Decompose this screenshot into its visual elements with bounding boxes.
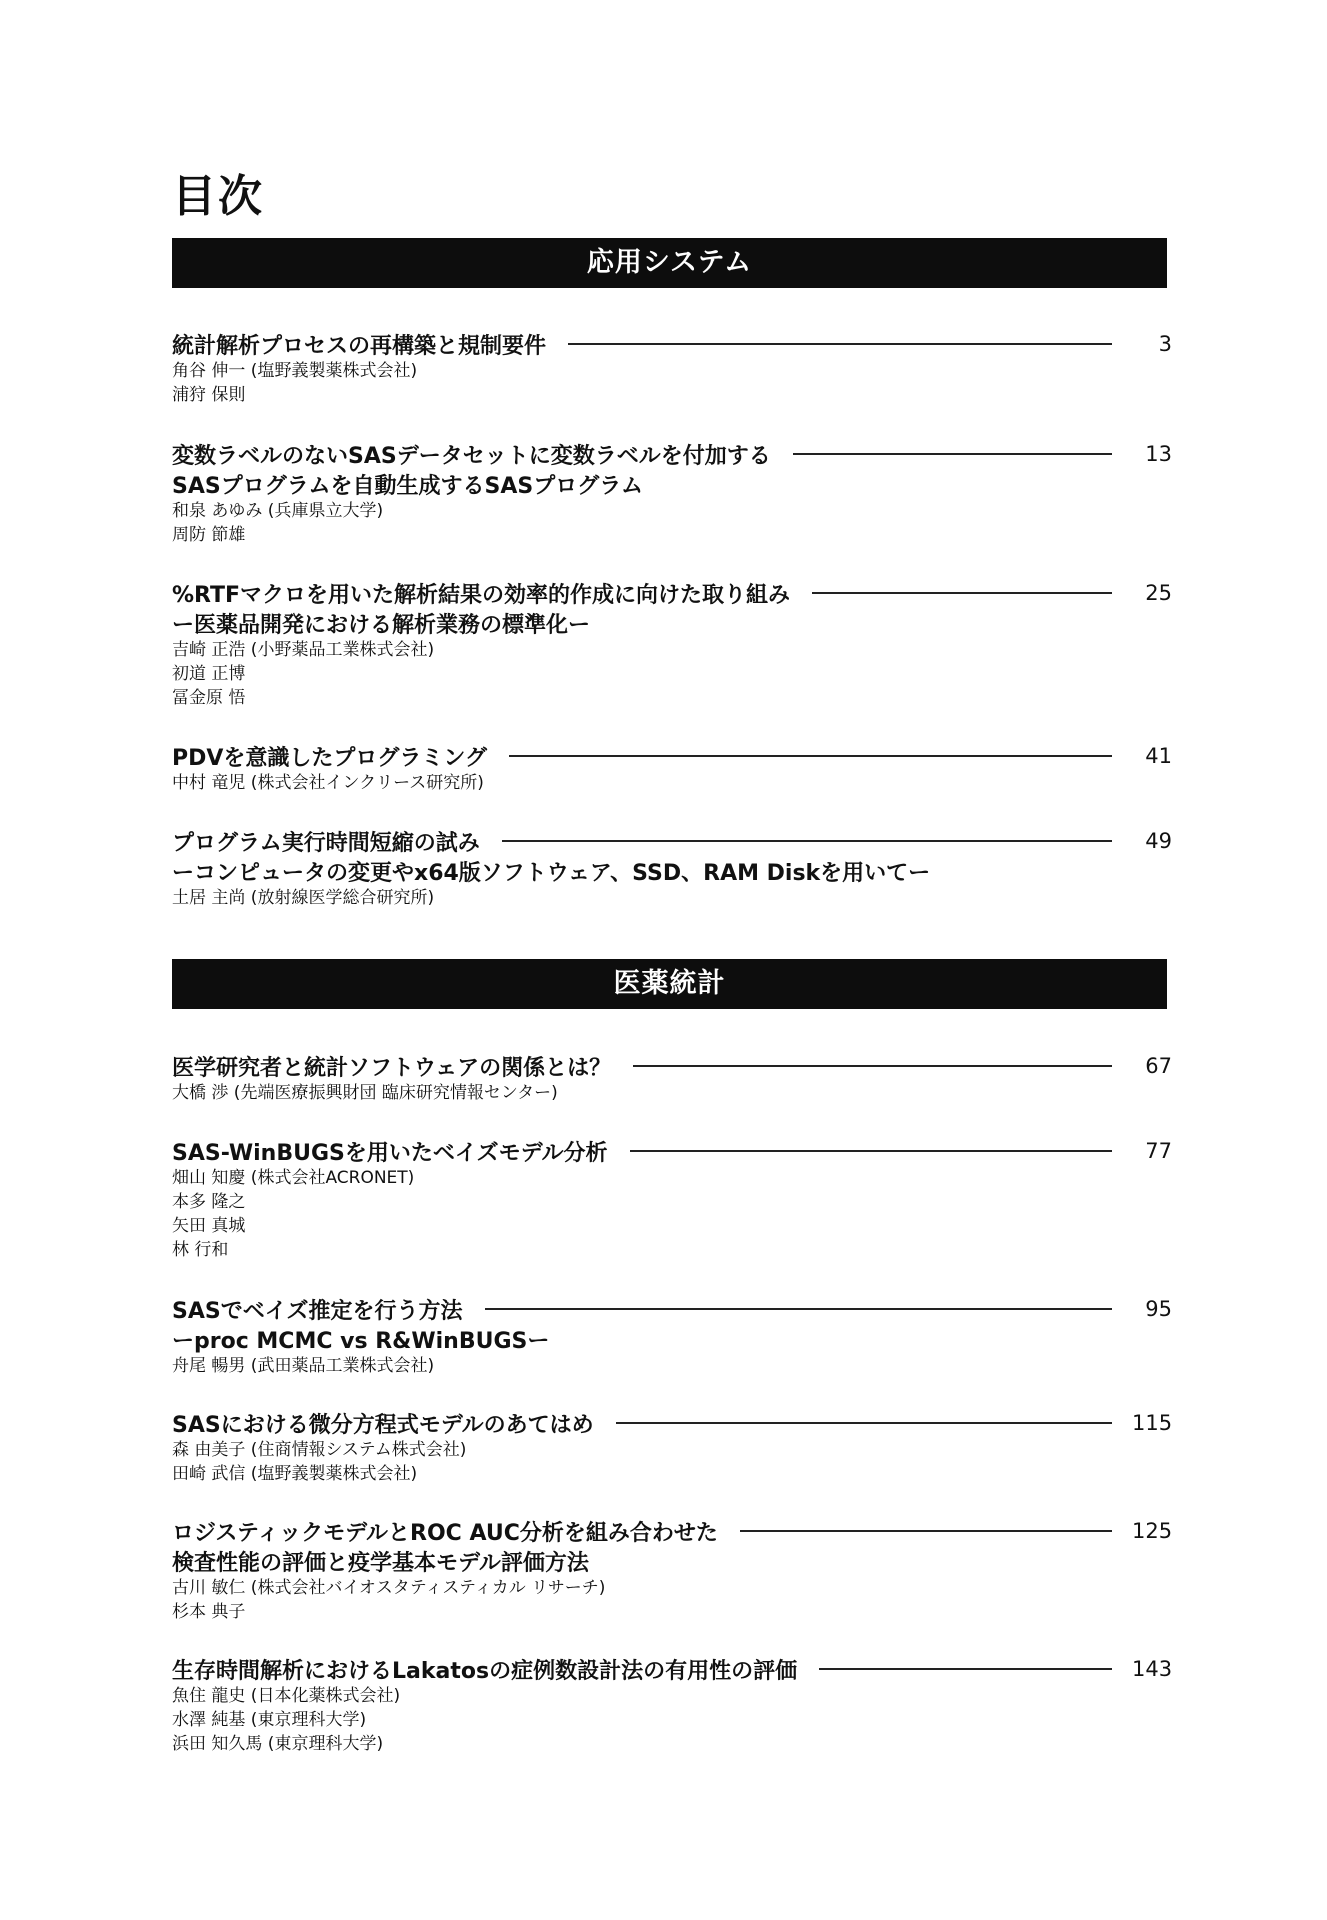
page-number: 41 <box>1145 744 1172 768</box>
entry-author: 魚住 龍史 (日本化薬株式会社) <box>172 1686 401 1706</box>
entry-title: 変数ラベルのないSASデータセットに変数ラベルを付加する <box>172 443 771 469</box>
entry-author: 土居 主尚 (放射線医学総合研究所) <box>172 888 435 908</box>
page-number: 77 <box>1145 1139 1172 1163</box>
toc-entry[interactable] <box>172 1294 1172 1378</box>
page-number: 25 <box>1145 581 1172 605</box>
entry-title: SASでベイズ推定を行う方法 <box>172 1298 463 1324</box>
entry-author: 大橋 渉 (先端医療振興財団 臨床研究情報センター) <box>172 1083 558 1103</box>
toc-entry[interactable] <box>172 826 1172 910</box>
page-number: 49 <box>1145 829 1172 853</box>
entry-author: 和泉 あゆみ (兵庫県立大学) <box>172 501 384 521</box>
toc-entry[interactable] <box>172 1051 1172 1105</box>
entry-title: 医学研究者と統計ソフトウェアの関係とは？ <box>172 1055 612 1081</box>
entry-author: 水澤 純基 (東京理科大学) <box>172 1710 367 1730</box>
entry-author: 浦狩 保則 <box>172 385 246 405</box>
toc-entry[interactable] <box>172 1408 1172 1486</box>
toc-entry[interactable] <box>172 578 1172 710</box>
entry-title: プログラム実行時間短縮の試み <box>172 830 480 856</box>
toc-entry[interactable] <box>172 1516 1172 1624</box>
page-number: 13 <box>1145 442 1172 466</box>
dot-leader <box>616 1422 1112 1424</box>
entry-author: 浜田 知久馬 (東京理科大学) <box>172 1734 384 1754</box>
entry-subtitle: ーコンピュータの変更やx64版ソフトウェア、SSD、RAM Diskを用いてー <box>172 860 931 886</box>
dot-leader <box>485 1308 1113 1310</box>
entry-author: 本多 隆之 <box>172 1192 246 1212</box>
entry-subtitle: 検査性能の評価と疫学基本モデル評価方法 <box>172 1550 589 1576</box>
toc-entry[interactable] <box>172 439 1172 547</box>
page-number: 143 <box>1132 1657 1173 1681</box>
toc-entry[interactable] <box>172 741 1172 795</box>
entry-author: 矢田 真城 <box>172 1216 246 1236</box>
dot-leader <box>819 1668 1112 1670</box>
entry-title: ロジスティックモデルとROC AUC分析を組み合わせた <box>172 1520 718 1546</box>
page-number: 115 <box>1132 1411 1173 1435</box>
entry-author: 冨金原 悟 <box>172 688 246 708</box>
entry-title: %RTFマクロを用いた解析結果の効率的作成に向けた取り組み <box>172 582 791 608</box>
entry-author: 畑山 知慶 (株式会社ACRONET) <box>172 1168 415 1188</box>
section-heading-medical-statistics: 医薬統計 <box>172 959 1167 1009</box>
entry-author: 舟尾 暢男 (武田薬品工業株式会社) <box>172 1356 435 1376</box>
entry-title: SASにおける微分方程式モデルのあてはめ <box>172 1412 594 1438</box>
page-number: 3 <box>1158 332 1172 356</box>
entry-subtitle: ーproc MCMC vs R&WinBUGSー <box>172 1328 550 1354</box>
entry-author: 角谷 伸一 (塩野義製薬株式会社) <box>172 361 418 381</box>
entry-author: 吉崎 正浩 (小野薬品工業株式会社) <box>172 640 435 660</box>
entry-author: 初道 正博 <box>172 664 246 684</box>
section-heading-applied-systems: 応用システム <box>172 238 1167 288</box>
dot-leader <box>740 1530 1112 1532</box>
toc-entry[interactable] <box>172 1136 1172 1262</box>
entry-author: 周防 節雄 <box>172 525 246 545</box>
entry-title: 統計解析プロセスの再構築と規制要件 <box>172 333 547 359</box>
page-number: 67 <box>1145 1054 1172 1078</box>
dot-leader <box>793 453 1112 455</box>
entry-author: 中村 竜児 (株式会社インクリース研究所) <box>172 773 484 793</box>
dot-leader <box>633 1065 1112 1067</box>
entry-author: 林 行和 <box>172 1240 229 1260</box>
toc-entry[interactable] <box>172 1654 1172 1756</box>
page-title: 目次 <box>172 171 264 222</box>
entry-title: 生存時間解析におけるLakatosの症例数設計法の有用性の評価 <box>172 1658 798 1684</box>
entry-author: 古川 敏仁 (株式会社バイオスタティスティカル リサーチ) <box>172 1578 606 1598</box>
dot-leader <box>509 755 1112 757</box>
entry-title: PDVを意識したプログラミング <box>172 745 487 771</box>
entry-author: 森 由美子 (住商情報システム株式会社) <box>172 1440 467 1460</box>
dot-leader <box>812 592 1112 594</box>
dot-leader <box>502 840 1112 842</box>
entry-title: SAS-WinBUGSを用いたベイズモデル分析 <box>172 1140 608 1166</box>
entry-subtitle: ー医薬品開発における解析業務の標準化ー <box>172 612 591 638</box>
dot-leader <box>568 343 1112 345</box>
entry-author: 田崎 武信 (塩野義製薬株式会社) <box>172 1464 418 1484</box>
page-number: 125 <box>1132 1519 1173 1543</box>
page-number: 95 <box>1145 1297 1172 1321</box>
dot-leader <box>630 1150 1112 1152</box>
toc-entry[interactable] <box>172 329 1172 407</box>
entry-author: 杉本 典子 <box>172 1602 246 1622</box>
entry-subtitle: SASプログラムを自動生成するSASプログラム <box>172 473 643 499</box>
